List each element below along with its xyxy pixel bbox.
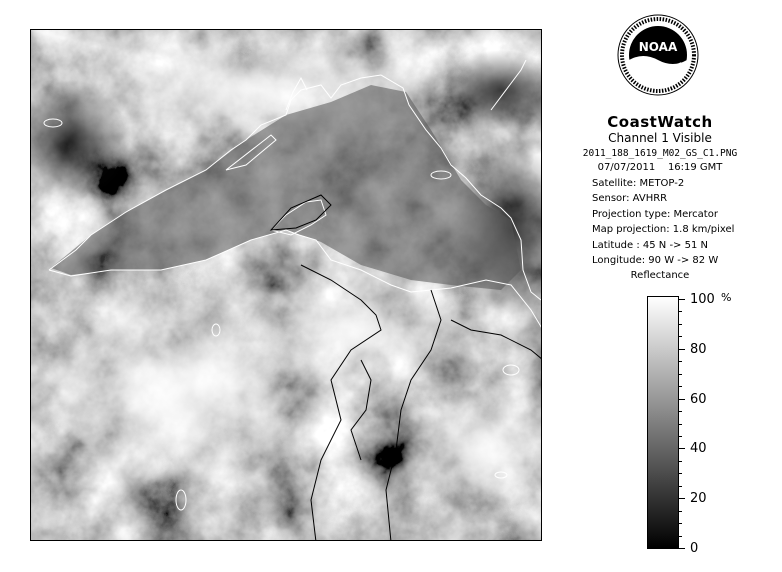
colorbar-minor-tick [679,324,682,325]
colorbar-major-tick [679,349,685,350]
time-label: 16:19 GMT [667,162,723,173]
colorbar-major-tick [679,498,685,499]
colorbar-tick-label: 100 [690,292,715,307]
colorbar-tick-label: 0 [690,541,699,556]
colorbar-minor-tick [679,536,682,537]
sensor-label: Sensor: AVHRR [592,193,668,204]
colorbar-minor-tick [679,311,682,312]
info-panel [565,113,755,269]
longitude-label: Longitude: 90 W -> 82 W [592,255,719,266]
colorbar-minor-tick [679,424,682,425]
colorbar-tick-label: 40 [690,441,707,457]
colorbar-minor-tick [679,336,682,337]
colorbar-major-tick [679,548,685,549]
colorbar-minor-tick [679,486,682,487]
colorbar-minor-tick [679,473,682,474]
satellite-label: Satellite: METOP-2 [592,177,685,189]
colorbar-major-tick [679,299,685,300]
latitude-label: Latitude : 45 N -> 51 N [592,239,708,251]
map-projection-label: Map projection: 1.8 km/pixel [592,224,735,235]
channel-title: Channel 1 Visible [608,131,712,145]
colorbar-minor-tick [679,436,682,437]
colorbar-tick-label: 80 [690,341,707,357]
legend-unit: % [721,291,732,304]
colorbar-tick-label: 20 [690,491,707,507]
colorbar-minor-tick [679,386,682,387]
legend-title: Reflectance [630,270,690,281]
colorbar-minor-tick [679,511,682,512]
date-label: 07/07/2011 [597,162,656,173]
colorbar-minor-tick [679,523,682,524]
satellite-image-canvas [31,30,542,541]
colorbar-major-tick [679,399,685,400]
logo-text: NOAA [638,40,678,54]
colorbar-tick-label: 60 [690,391,707,407]
colorbar-minor-tick [679,411,682,412]
colorbar-minor-tick [679,374,682,375]
colorbar-minor-tick [679,361,682,362]
satellite-image [30,29,542,541]
colorbar-minor-tick [679,461,682,462]
filename-label: 2011_188_1619_M02_GS_C1.PNG [582,148,738,159]
reflectance-colorbar [647,296,679,549]
colorbar-major-tick [679,448,685,449]
brand-title: CoastWatch [607,113,713,131]
projection-type-label: Projection type: Mercator [592,208,718,220]
date-time-line [565,160,755,176]
noaa-logo-icon [617,14,699,96]
